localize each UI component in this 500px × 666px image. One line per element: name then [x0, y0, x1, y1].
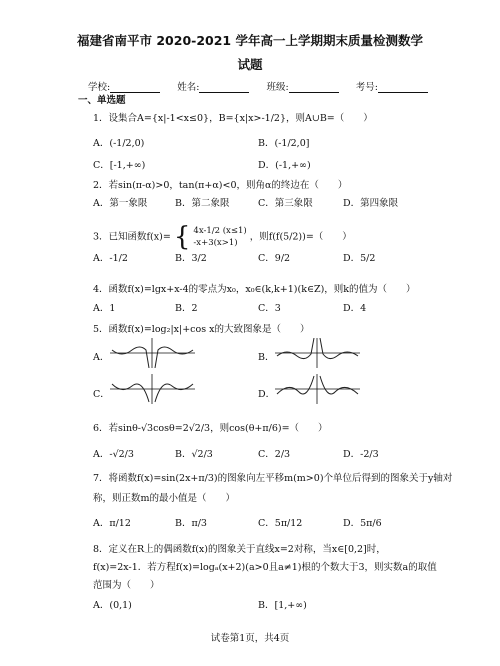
exam-title-line2: 试题: [237, 57, 263, 72]
q3-option-c: C．9/2: [258, 253, 291, 264]
q8-option-b: B．[1,+∞): [258, 600, 307, 611]
school-label: 学校:: [88, 82, 111, 93]
question-7-stem-line1: 7．将函数f(x)=sin(2x+π/3)的图象向左平移m(m>0)个单位后得到的图象关于y轴对: [93, 473, 453, 484]
exam-number-label: 考号:: [355, 82, 378, 93]
class-blank[interactable]: [289, 83, 339, 93]
page-footer: 试卷第1页，共4页: [210, 633, 290, 644]
q2-option-d: D．第四象限: [343, 198, 399, 209]
q5-graph-c: [110, 374, 195, 404]
q7-option-b: B．π/3: [175, 518, 207, 529]
q3-option-b: B．3/2: [175, 253, 207, 264]
q7-option-c: C．5π/12: [258, 518, 303, 529]
q7-option-a: A．π/12: [93, 518, 131, 529]
q4-option-c: C．3: [258, 303, 281, 314]
question-8-stem-line2: f(x)=2x-1．若方程f(x)=logₐ(x+2)(a>0且a≠1)根的个数大于3，则实数a的取值: [93, 562, 437, 573]
q6-option-d: D．-2/3: [343, 449, 379, 460]
q1-option-b: B．(-1/2,0]: [258, 138, 310, 149]
q5-option-d: D．: [258, 389, 276, 400]
q3-option-d: D．5/2: [343, 253, 376, 264]
piecewise-case-2: -x+3(x>1): [193, 238, 238, 248]
piecewise-brace: {: [173, 222, 191, 252]
question-8-stem-line3: 范围为（ ）: [93, 580, 160, 591]
q4-option-d: D．4: [343, 303, 367, 314]
name-label: 姓名:: [177, 82, 200, 93]
q3-stem-end: ，则f(f(5/2))=（ ）: [249, 231, 352, 243]
student-info-row: [88, 79, 442, 93]
q5-option-c: C．: [93, 389, 110, 400]
q1-option-a: A．(-1/2,0): [93, 138, 145, 149]
question-8-stem-line1: 8．定义在R上的偶函数f(x)的图象关于直线x=2对称，当x∈[0,2]时，: [93, 544, 386, 555]
question-3-stem: [93, 222, 352, 252]
q6-option-b: B．√2/3: [175, 449, 213, 460]
section-heading: 一、单选题: [78, 95, 126, 106]
q5-option-b: B．: [258, 352, 275, 363]
piecewise-cases: [193, 225, 246, 249]
q1-option-c: C．[-1,+∞): [93, 160, 146, 171]
q2-option-a: A．第一象限: [93, 198, 148, 209]
name-blank[interactable]: [199, 83, 249, 93]
q4-option-b: B．2: [175, 303, 198, 314]
q5-graph-b: [275, 338, 360, 368]
q7-option-d: D．5π/6: [343, 518, 382, 529]
exam-number-blank[interactable]: [378, 83, 428, 93]
q2-option-b: B．第二象限: [175, 198, 230, 209]
q6-option-c: C．2/3: [258, 449, 291, 460]
q6-option-a: A．-√2/3: [93, 449, 134, 460]
q2-option-c: C．第三象限: [258, 198, 313, 209]
q5-option-a: A．: [93, 352, 110, 363]
q3-option-a: A．-1/2: [93, 253, 128, 264]
exam-title: 福建省南平市 2020-2021 学年高一上学期期末质量检测数学: [77, 33, 423, 48]
question-5-stem: 5．函数f(x)=log₂|x|+cos x的大致图象是（ ）: [93, 324, 310, 335]
q4-option-a: A．1: [93, 303, 116, 314]
class-label: 班级:: [266, 82, 289, 93]
question-1-stem: 1．设集合A={x|-1<x≤0}，B={x|x>-1/2}，则A∪B=（ ）: [93, 113, 373, 124]
question-4-stem: 4．函数f(x)=lgx+x-4的零点为x₀，x₀∈(k,k+1)(k∈Z)，则k的值为（ ）: [93, 284, 416, 295]
q5-graph-a: [110, 338, 195, 368]
piecewise-case-1: 4x-1/2 (x≤1): [193, 226, 247, 236]
question-7-stem-line2: 称，则正数m的最小值是（ ）: [93, 493, 236, 504]
q8-option-a: A．(0,1): [93, 600, 132, 611]
question-6-stem: 6．若sinθ-√3cosθ=2√2/3，则cos(θ+π/6)=（ ）: [93, 423, 328, 434]
q5-graph-d: [275, 374, 360, 404]
question-2-stem: 2．若sin(π-α)>0，tan(π+α)<0，则角α的终边在（ ）: [93, 180, 348, 191]
q1-option-d: D．(-1,+∞): [258, 160, 311, 171]
q3-stem-start: 3．已知函数f(x)=: [93, 231, 171, 243]
